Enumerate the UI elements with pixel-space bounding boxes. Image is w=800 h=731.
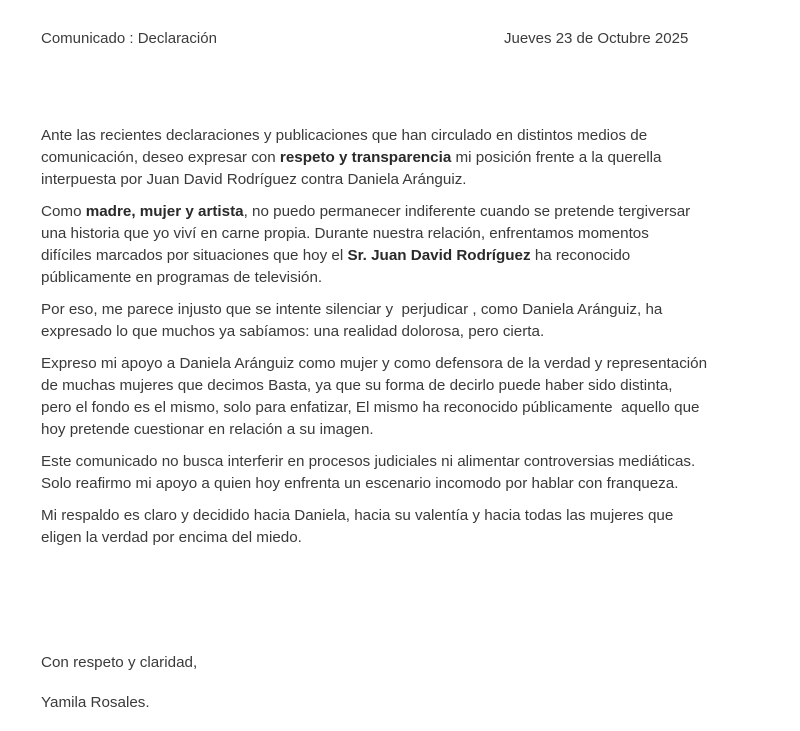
text-segment: expresado lo que muchos ya sabíamos: una realidad dolorosa, pero cierta.: [41, 323, 545, 340]
text-segment: Ante las recientes declaraciones y publicaciones que han circulado en distintos medios de: [41, 127, 648, 144]
text-segment: pero el fondo es el mismo, solo para enfatizar, El mismo ha reconocido públicamente aquello que: [41, 399, 700, 416]
text-segment: eligen la verdad por encima del miedo.: [41, 529, 302, 546]
text-segment: difíciles marcados por situaciones que hoy el: [41, 247, 348, 264]
text-segment: , no puedo permanecer indiferente cuando se pretende tergiversar: [243, 203, 691, 220]
text-segment: una historia que yo viví en carne propia. Durante nuestra relación, enfrentamos momentos: [41, 225, 649, 242]
text-line: [41, 419, 781, 441]
closing-line: Con respeto y claridad,: [41, 654, 198, 671]
text-line: [41, 267, 781, 289]
paragraph: [41, 299, 781, 343]
signature: Yamila Rosales.: [41, 694, 150, 711]
text-line: [41, 473, 781, 495]
bold-text: respeto y transparencia: [279, 149, 452, 166]
document-title: Comunicado : Declaración: [41, 30, 217, 47]
statement-body: [41, 125, 781, 559]
text-line: [41, 223, 781, 245]
text-line: [41, 353, 781, 375]
text-segment: Como: [41, 203, 86, 220]
document-date: Jueves 23 de Octubre 2025: [504, 30, 689, 47]
text-line: [41, 375, 781, 397]
text-line: [41, 505, 781, 527]
text-segment: de muchas mujeres que decimos Basta, ya que su forma de decirlo puede haber sido distinta,: [41, 377, 673, 394]
paragraph: [41, 505, 781, 549]
text-line: [41, 125, 781, 147]
text-segment: Por eso, me parece injusto que se intente silenciar y perjudicar , como Daniela Aránguiz, ha: [41, 301, 663, 318]
text-line: [41, 169, 781, 191]
text-segment: públicamente en programas de televisión.: [41, 269, 323, 286]
bold-text: madre, mujer y artista: [85, 203, 244, 220]
text-segment: interpuesta por Juan David Rodríguez contra Daniela Aránguiz.: [41, 171, 467, 188]
paragraph: [41, 125, 781, 191]
bold-text: Sr. Juan David Rodríguez: [347, 247, 531, 264]
text-segment: comunicación, deseo expresar con: [41, 149, 280, 166]
text-segment: Mi respaldo es claro y decidido hacia Daniela, hacia su valentía y hacia todas las mujeres que: [41, 507, 674, 524]
text-line: [41, 147, 781, 169]
document-header: [41, 30, 800, 50]
text-line: [41, 201, 781, 223]
text-segment: hoy pretende cuestionar en relación a su imagen.: [41, 421, 374, 438]
text-line: [41, 299, 781, 321]
text-segment: ha reconocido: [530, 247, 631, 264]
text-segment: mi posición frente a la querella: [451, 149, 662, 166]
text-segment: Expreso mi apoyo a Daniela Aránguiz como mujer y como defensora de la verdad y representación: [41, 355, 708, 372]
text-line: [41, 245, 781, 267]
text-segment: Solo reafirmo mi apoyo a quien hoy enfrenta un escenario incomodo por hablar con franqueza.: [41, 475, 679, 492]
text-line: [41, 451, 781, 473]
text-segment: Este comunicado no busca interferir en procesos judiciales ni alimentar controversias mediáticas.: [41, 453, 696, 470]
paragraph: [41, 201, 781, 289]
text-line: [41, 397, 781, 419]
text-line: [41, 321, 781, 343]
text-line: [41, 527, 781, 549]
paragraph: [41, 353, 781, 441]
paragraph: [41, 451, 781, 495]
